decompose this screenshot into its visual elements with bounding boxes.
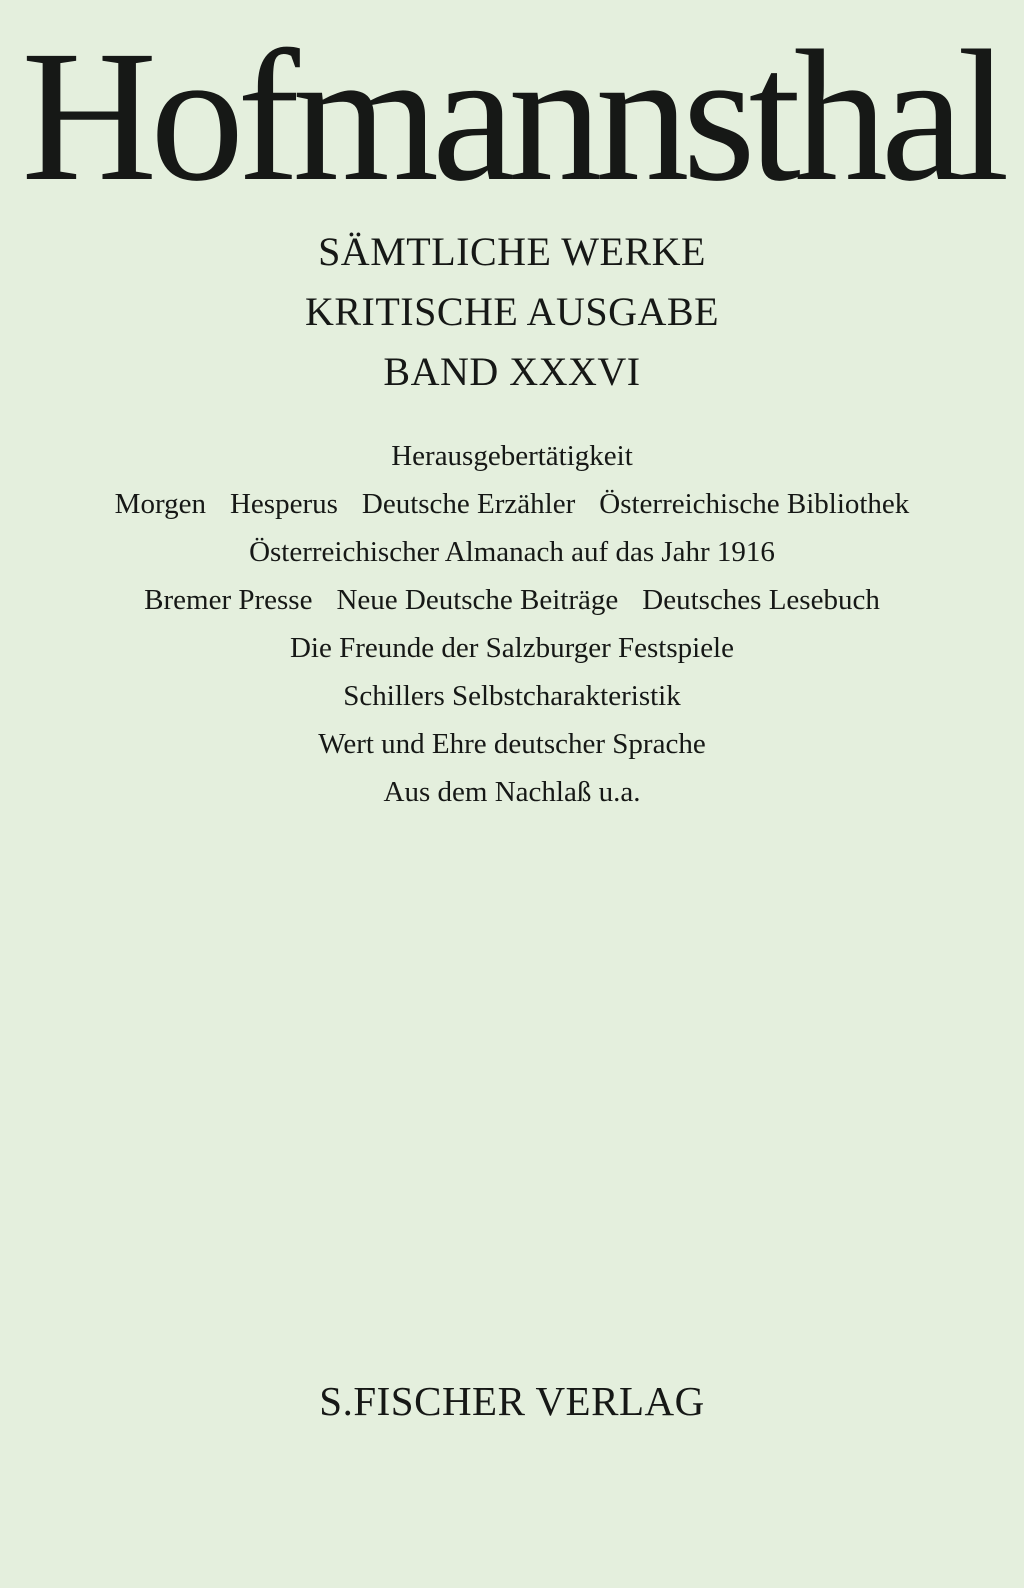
contents-item: Morgen [114, 488, 206, 520]
author-name: Hofmannsthal [21, 11, 1003, 220]
contents-line [0, 480, 1024, 528]
contents-line: Aus dem Nachlaß u.a. [383, 776, 641, 808]
contents-item: Deutsche Erzähler [361, 488, 576, 520]
contents-heading: Herausgebertätigkeit [391, 440, 633, 472]
contents-line: Österreichischer Almanach auf das Jahr 1916 [249, 536, 775, 568]
contents-line: Die Freunde der Salzburger Festspiele [289, 632, 734, 664]
volume-number: BAND XXXVI [383, 349, 641, 394]
contents-item: Deutsches Lesebuch [642, 584, 880, 616]
contents-line: Wert und Ehre deutscher Sprache [318, 728, 706, 760]
series-title-block [0, 222, 1024, 402]
contents-item: Österreichische Bibliothek [599, 488, 910, 520]
contents-item: Hesperus [229, 488, 338, 520]
edition-title: KRITISCHE AUSGABE [304, 289, 720, 334]
contents-item: Neue Deutsche Beiträge [336, 584, 619, 616]
series-title: SÄMTLICHE WERKE [318, 229, 706, 274]
contents-line: Schillers Selbstcharakteristik [343, 680, 681, 712]
publisher-name: S.FISCHER VERLAG [319, 1378, 705, 1424]
contents-list [0, 432, 1024, 816]
contents-item: Bremer Presse [144, 584, 313, 616]
contents-line [0, 576, 1024, 624]
